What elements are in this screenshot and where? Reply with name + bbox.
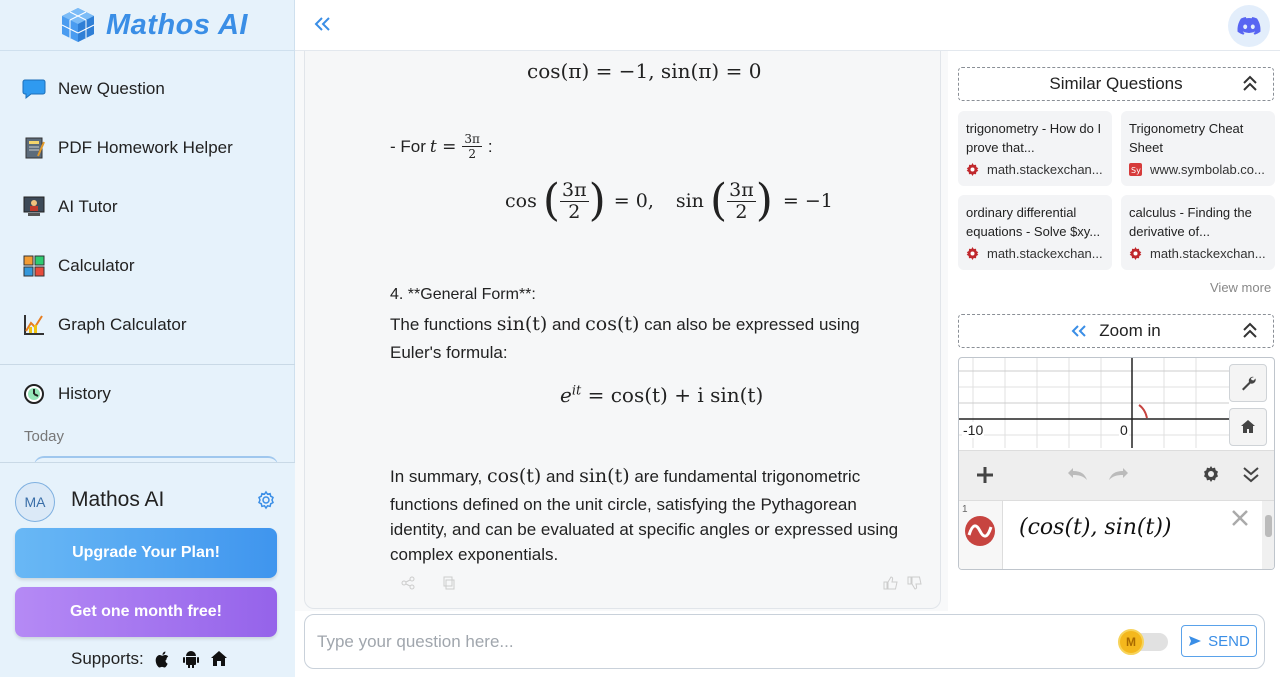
x-tick-label: -10 [963,422,984,438]
apple-icon[interactable] [154,650,172,668]
math-superscript: it [571,383,582,399]
close-icon[interactable] [1231,509,1249,527]
math-fn: cos [505,190,537,212]
supports-label: Supports: [71,649,144,668]
similar-question-card[interactable] [958,195,1112,270]
math-equation [505,175,833,226]
question-title: Trigonometry Cheat Sheet [1129,121,1244,155]
paren: ) [755,175,773,226]
source-label: www.symbolab.co... [1150,162,1265,177]
history-clock-icon [22,382,46,406]
divider [0,364,295,365]
fraction-denominator: 2 [568,200,581,223]
send-button[interactable] [1181,625,1257,657]
nav-pdf-homework-helper[interactable] [22,133,233,163]
math-equation: cos(π) = −1, sin(π) = 0 [527,59,762,83]
stackexchange-icon [1129,247,1142,260]
calculator-icon [22,254,46,278]
app-logo[interactable] [58,4,248,46]
answer-text: Euler's formula: [390,343,508,362]
thumbs-up-icon[interactable] [883,576,899,590]
answer-text: complex exponentials. [390,545,559,564]
notebook-icon [22,136,46,160]
answer-text [390,133,493,160]
nav-label: New Question [58,79,165,98]
math-fraction [560,178,589,223]
question-title: calculus - Finding the derivative of... [1129,205,1252,239]
discord-button[interactable] [1228,5,1270,47]
upgrade-plan-button[interactable]: Upgrade Your Plan! [15,528,277,578]
nav-label: PDF Homework Helper [58,138,233,157]
symbolab-icon [1129,163,1142,176]
graph-home-button[interactable] [1229,408,1267,446]
math-inline: sin(t) [579,465,630,487]
stackexchange-icon [966,247,979,260]
plus-icon[interactable] [975,465,995,485]
text-span: The functions [390,315,497,334]
sidebar [0,0,295,677]
undo-icon[interactable] [1067,466,1089,482]
section-title: Similar Questions [1049,74,1183,93]
chat-area [295,51,948,611]
tutor-screen-icon [22,195,46,219]
wrench-icon [1239,374,1257,392]
graph-canvas[interactable] [959,358,1229,448]
graph-icon [22,313,46,337]
fraction-numerator: 3π [562,178,587,201]
nav-calculator[interactable] [22,251,135,281]
nav-graph-calculator[interactable] [22,310,187,340]
top-bar [295,0,1280,51]
text-span: and [547,315,586,334]
right-panel [948,51,1280,611]
text-span: : [487,136,493,156]
math-inline: e [560,383,572,407]
math-inline: t = [429,136,457,157]
similar-question-card[interactable] [1121,195,1275,270]
divider [0,50,295,51]
paren: ) [588,175,606,226]
scrollbar[interactable] [1262,501,1275,570]
math-inline: sin(t) [496,313,548,335]
answer-text: identity, and can be evaluated at specific angles or expressed using [390,520,899,539]
nav-label: History [58,384,111,403]
paren: ( [542,175,561,226]
text-span: can also be expressed using [639,315,860,334]
expression-input[interactable]: (cos(t), sin(t)) [1019,515,1172,540]
share-icon[interactable] [401,576,415,590]
double-chevron-up-icon [1241,321,1259,341]
answer-card [304,51,941,609]
question-source [966,246,1104,261]
free-month-button[interactable]: Get one month free! [15,587,277,637]
answer-text: functions defined on the unit circle, satisfying the Pythagorean [390,495,857,514]
math-fraction [727,178,756,223]
answer-text [390,313,860,335]
nav-history[interactable] [22,379,111,409]
math-inline: cos(t) [585,313,640,335]
discord-icon [1237,17,1261,35]
redo-icon[interactable] [1107,466,1129,482]
question-title: ordinary differential equations - Solve $xy... [966,205,1101,239]
question-input[interactable] [317,627,1097,657]
zoom-in-header[interactable] [958,314,1274,348]
x-tick-label: 0 [1120,422,1128,438]
user-name: Mathos AI [71,488,165,511]
fraction-numerator: 3π [729,178,754,201]
avatar[interactable]: MA [15,482,55,522]
home-icon [1240,419,1256,435]
gear-icon[interactable] [254,489,278,513]
paren: ( [709,175,728,226]
math-inline: = cos(t) + i sin(t) [587,383,764,407]
curve-color-icon[interactable] [964,515,996,547]
send-icon [1188,635,1202,647]
graph-calculator-widget [958,357,1275,570]
math-fraction [462,133,482,160]
question-source [966,162,1104,177]
zoom-label: Zoom in [1099,321,1161,340]
double-chevron-down-icon[interactable] [1241,465,1261,485]
gear-icon[interactable] [1201,465,1221,485]
supports-row [71,649,228,669]
question-source [1129,246,1267,261]
stackexchange-icon [966,163,979,176]
question-title: trigonometry - How do I prove that... [966,121,1102,155]
nav-label: Calculator [58,256,135,275]
question-source [1129,162,1267,177]
parametric-curve [1139,405,1147,418]
section-heading: 4. **General Form**: [390,286,536,303]
graph-toolbar [959,450,1275,500]
user-panel [0,462,295,677]
math-inline: = −1 [782,190,833,212]
text-span: are fundamental trigonometric [629,467,861,486]
app-name: Mathos AI [106,8,248,41]
text-span: and [541,467,580,486]
source-label: math.stackexchan... [987,246,1103,261]
home-icon[interactable] [210,650,228,668]
nav-new-question[interactable] [22,74,165,104]
logo-cube-icon [58,5,98,45]
view-more-link[interactable]: View more [1210,280,1272,295]
fraction-numerator: 3π [464,132,480,146]
source-label: math.stackexchan... [1150,246,1266,261]
math-fn: sin [675,190,704,212]
question-input-bar [304,614,1265,669]
svg-text:Sy: Sy [1131,166,1141,175]
similar-question-card[interactable] [1121,111,1275,186]
copy-icon[interactable] [442,576,456,590]
math-inline: cos(t) [486,465,542,487]
nav-ai-tutor[interactable] [22,192,118,222]
expression-row[interactable] [959,500,1275,570]
similar-question-card[interactable] [958,111,1112,186]
expression-index: 1 [962,504,968,515]
nav-label: Graph Calculator [58,315,187,334]
coin-toggle[interactable] [1118,629,1168,655]
collapse-sidebar-button[interactable] [313,14,335,36]
thumbs-down-icon[interactable] [907,576,923,590]
text-span: In summary, [390,467,487,486]
double-chevron-left-icon [1071,324,1087,338]
expression-gutter [959,501,1003,570]
fraction-denominator: 2 [468,147,476,161]
scrollbar-thumb[interactable] [1265,515,1272,537]
graph-settings-button[interactable] [1229,364,1267,402]
similar-questions-header[interactable] [958,67,1274,101]
history-group-today: Today [24,428,65,445]
double-chevron-left-icon [313,14,333,34]
android-icon[interactable] [182,650,200,668]
source-label: math.stackexchan... [987,162,1103,177]
chat-bubble-icon [22,77,46,101]
fraction-denominator: 2 [735,200,748,223]
double-chevron-up-icon [1241,74,1259,94]
math-inline: = 0, [613,190,654,212]
answer-text [390,465,860,487]
nav-label: AI Tutor [58,197,118,216]
coin-icon: M [1118,629,1144,655]
math-equation [560,383,763,407]
text-span: - For [390,136,426,156]
send-label: SEND [1208,632,1250,650]
